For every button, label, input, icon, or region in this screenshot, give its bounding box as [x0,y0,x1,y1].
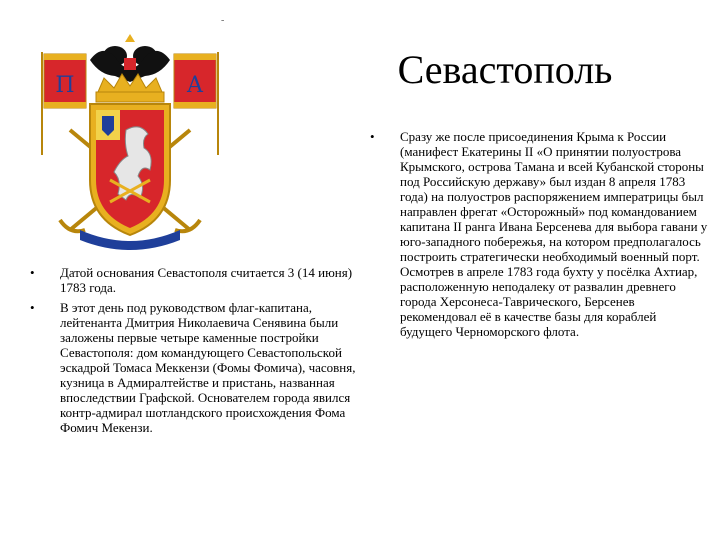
list-item-text: Датой основания Севастополя считается 3 (14 июня) 1783 года. [60,265,353,295]
left-bullet-list [30,265,360,440]
bullet-icon: • [30,265,35,280]
eagle-icon [90,34,170,82]
small-mark: - [221,15,225,26]
svg-text:А: А [186,73,204,98]
coat-of-arms-icon [30,30,230,255]
list-item-text: В этот день под руководством флаг-капитана, лейтенанта Дмитрия Николаевича Сенявина были заложены первые четыре каменные постройки Севастополя: дом командующего Севастопольской эскадрой Томаса Меккензи (Фомы Фомича), часовня, кузница в Адмиралтействе и пристань, названная впоследствии Графской. Основателем города явился контр-адмирал шотландского происхождения Фома Фомич Мекензи. [60,300,356,435]
right-bullet-list [370,129,710,339]
list-item [370,129,710,339]
shield-icon [90,104,170,235]
page-title: Севастополь [397,47,613,92]
list-item [30,300,360,435]
bullet-icon: • [30,300,35,315]
list-item-text: Сразу же после присоединения Крыма к России (манифест Екатерины II «О принятии полуострова Крымского, острова Тамана и всей Кубанской стороны под Российскую державу» был издан 8 апреля 1783 года) на полуостров распоряжением императрицы был направлен фрегат «Осторожный» под командованием капитана II ранга Ивана Берсенева для выбора гавани у юго-западного побережья, на котором предполагалось построить стратегически необходимый военный порт. Осмотрев в апреле 1783 года бухту у посёлка Ахтиар, расположенную неподалеку от развалин древнего города Херсонеса-Таврического, Берсенев рекомендовал её в качестве базы для кораблей будущего Черноморского флота. [400,129,708,339]
coat-of-arms-image [30,30,230,255]
bullet-icon: • [370,129,375,144]
list-item [30,265,360,295]
svg-text:П: П [55,73,75,98]
